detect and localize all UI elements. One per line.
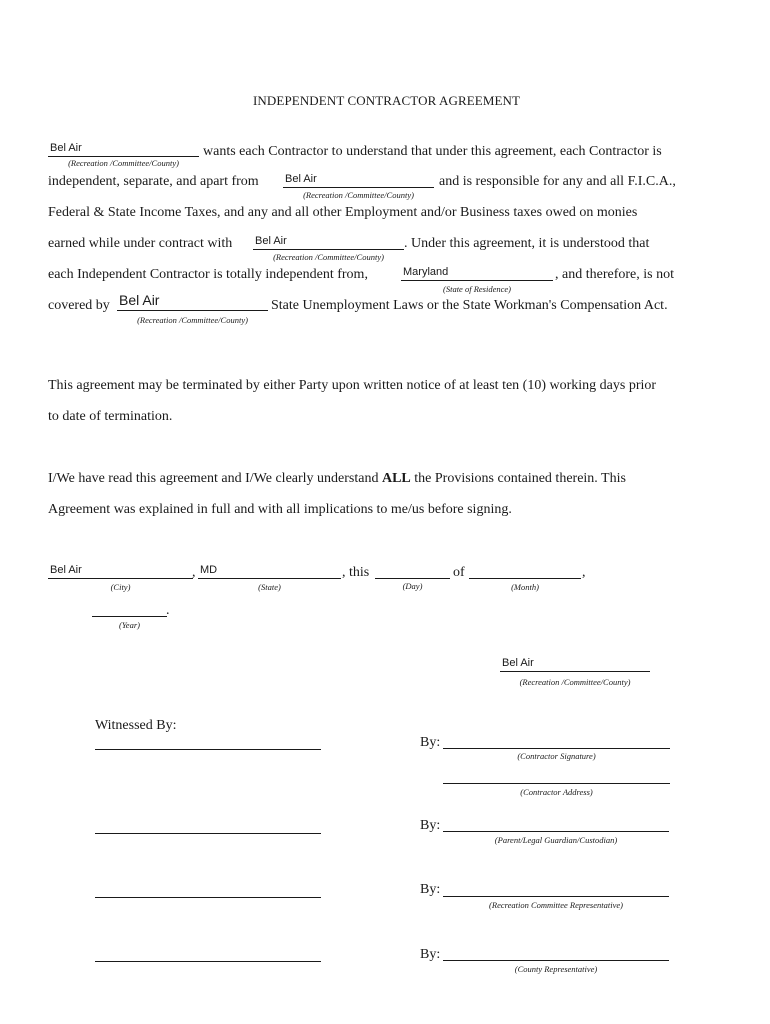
para1-line6b: State Unemployment Laws or the State Workman's Compensation Act. — [271, 298, 668, 313]
committee-rep-field[interactable] — [443, 880, 669, 897]
document-title: INDEPENDENT CONTRACTOR AGREEMENT — [253, 93, 521, 108]
by-label-committee: By: — [420, 882, 441, 897]
org-field-1-caption: (Recreation /Committee/County) — [68, 158, 179, 168]
month-caption: (Month) — [511, 582, 539, 592]
city-value: Bel Air — [50, 564, 82, 576]
para1-line4b: . Under this agreement, it is understood that — [404, 236, 650, 251]
comma-after-month: , — [582, 565, 586, 580]
para1-line6a: covered by — [48, 298, 110, 313]
contractor-signature-field[interactable] — [443, 732, 670, 749]
witness-line-4[interactable] — [95, 945, 321, 962]
org-field-2-value: Bel Air — [285, 173, 317, 185]
committee-rep-caption: (Recreation Committee Representative) — [489, 900, 623, 910]
comma-after-city: , — [192, 565, 196, 580]
para1-line3: Federal & State Income Taxes, and any and all other Employment and/or Business taxes owed on monies — [48, 205, 638, 220]
by-label-contractor: By: — [420, 735, 441, 750]
day-field[interactable] — [375, 562, 450, 579]
parent-guardian-caption: (Parent/Legal Guardian/Custodian) — [494, 835, 618, 845]
state-caption: (State) — [258, 582, 281, 592]
city-field[interactable] — [48, 562, 193, 579]
comma-this: , this — [342, 565, 370, 580]
state-residence-field[interactable] — [401, 264, 553, 281]
witnessed-by-label: Witnessed By: — [95, 718, 177, 733]
para1-line2a: independent, separate, and apart from — [48, 174, 259, 189]
state-field[interactable] — [198, 562, 341, 579]
contractor-address-field[interactable] — [443, 767, 670, 784]
contractor-address-caption: (Contractor Address) — [520, 787, 593, 797]
parent-guardian-field[interactable] — [443, 815, 669, 832]
witness-line-1[interactable] — [95, 733, 321, 750]
state-residence-value: Maryland — [403, 266, 449, 278]
org-field-4[interactable] — [117, 294, 268, 311]
org-field-3[interactable] — [253, 233, 404, 250]
org-field-4-caption: (Recreation /Committee/County) — [137, 315, 248, 325]
org-field-3-caption: (Recreation /Committee/County) — [273, 252, 384, 262]
para3-bold-all: ALL — [381, 471, 411, 486]
org-field-1[interactable] — [48, 140, 199, 157]
org-field-1-value: Bel Air — [50, 142, 82, 154]
by-label-guardian: By: — [420, 818, 441, 833]
para3-line1-start: I/We have read this agreement and I/We clearly understand — [48, 471, 382, 486]
para3-line1 — [48, 472, 626, 486]
para3-line1-end: the Provisions contained therein. This — [410, 471, 626, 486]
para1-line1: wants each Contractor to understand that under this agreement, each Contractor is — [203, 144, 662, 159]
by-label-county: By: — [420, 947, 441, 962]
para1-line5a: each Independent Contractor is totally independent from, — [48, 267, 368, 282]
county-rep-caption: (County Representative) — [514, 964, 598, 974]
org-sign-value: Bel Air — [502, 657, 534, 669]
year-caption: (Year) — [119, 620, 140, 630]
para1-line4a: earned while under contract with — [48, 236, 233, 251]
day-caption: (Day) — [402, 581, 423, 591]
state-value: MD — [200, 564, 218, 576]
para3-line2: Agreement was explained in full and with all implications to me/us before signing. — [48, 502, 512, 517]
org-field-4-value: Bel Air — [119, 292, 160, 308]
org-sign-caption: (Recreation /Committee/County) — [519, 677, 631, 687]
month-field[interactable] — [469, 562, 581, 579]
para2-line1: This agreement may be terminated by either Party upon written notice of at least ten (10) working days prior — [48, 378, 657, 393]
of-text: of — [453, 565, 465, 580]
state-residence-caption: (State of Residence) — [443, 284, 511, 294]
para1-line5b: , and therefore, is not — [555, 267, 674, 282]
para2-line2: to date of termination. — [48, 409, 173, 424]
period-after-year: . — [166, 603, 170, 618]
witness-line-3[interactable] — [95, 881, 321, 898]
para1-line2b: and is responsible for any and all F.I.C.A., — [439, 174, 676, 189]
org-field-3-value: Bel Air — [255, 235, 287, 247]
org-field-2-caption: (Recreation /Committee/County) — [303, 190, 414, 200]
witness-line-2[interactable] — [95, 817, 321, 834]
county-rep-field[interactable] — [443, 944, 669, 961]
org-sign-field[interactable] — [500, 655, 650, 672]
city-caption: (City) — [110, 582, 131, 592]
year-field[interactable] — [92, 600, 167, 617]
org-field-2[interactable] — [283, 171, 434, 188]
contractor-signature-caption: (Contractor Signature) — [517, 751, 596, 761]
